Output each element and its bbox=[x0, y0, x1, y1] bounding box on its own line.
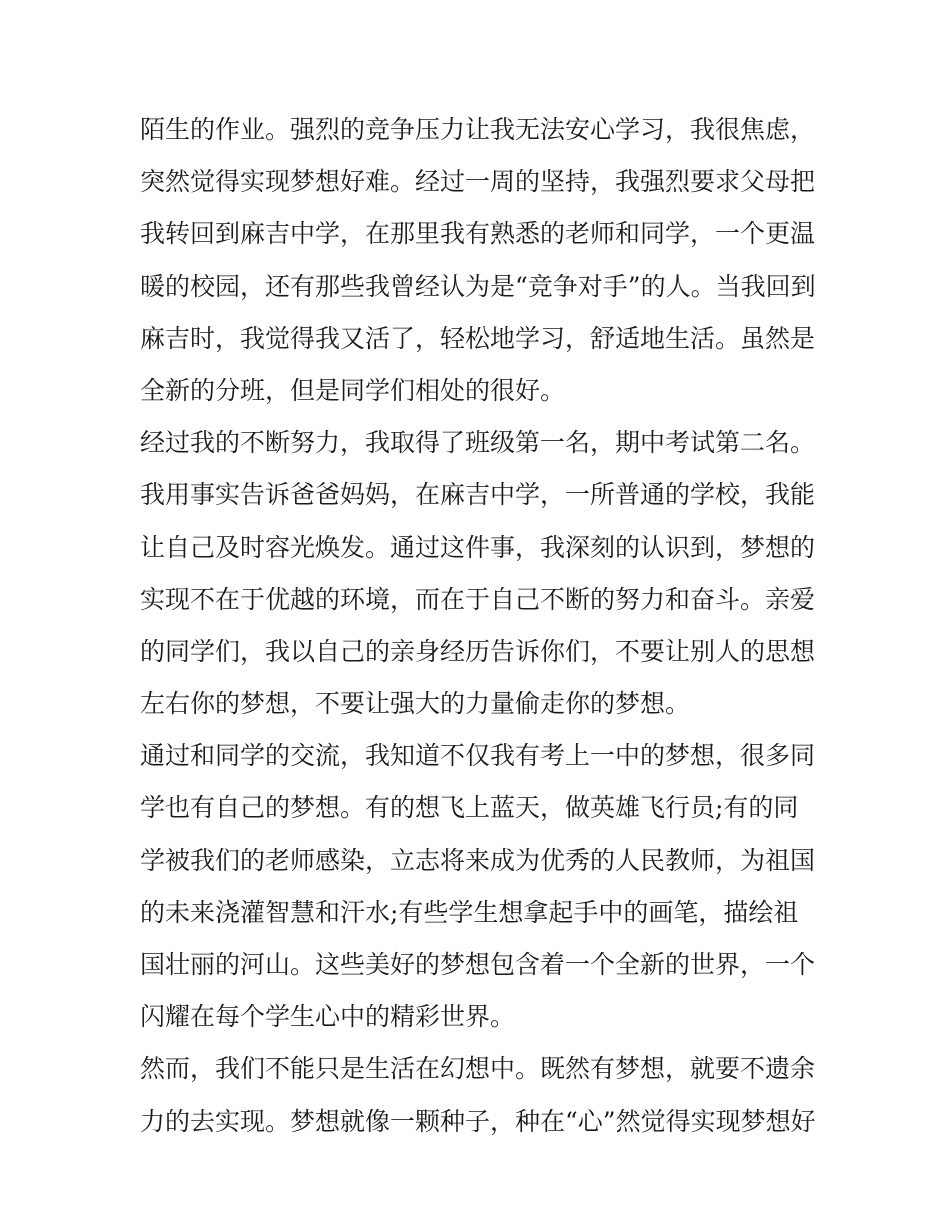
text-line: 左右你的梦想，不要让强大的力量偷走你的梦想。 bbox=[140, 689, 691, 719]
text-line: 通过和同学的交流，我知道不仅我有考上一中的梦想，很多同 bbox=[140, 741, 816, 771]
text-line: 的未来浇灌智慧和汗水;有些学生想拿起手中的画笔，描绘祖 bbox=[140, 897, 799, 927]
text-line: 全新的分班，但是同学们相处的很好。 bbox=[140, 375, 566, 405]
text-line: 陌生的作业。强烈的竞争压力让我无法安心学习，我很焦虑， bbox=[140, 115, 816, 144]
body-text bbox=[140, 104, 820, 1148]
text-line: 国壮丽的河山。这些美好的梦想包含着一个全新的世界，一个 bbox=[140, 950, 816, 979]
text-line: 经过我的不断努力，我取得了班级第一名，期中考试第二名。 bbox=[140, 428, 816, 458]
text-line: 实现不在于优越的环境，而在于自己不断的努力和奋斗。亲爱 bbox=[140, 584, 816, 614]
text-line: 我用事实告诉爸爸妈妈，在麻吉中学，一所普通的学校，我能 bbox=[140, 480, 816, 510]
text-line: 学也有自己的梦想。有的想飞上蓝天，做英雄飞行员;有的同 bbox=[140, 793, 799, 823]
text-line: 我转回到麻吉中学，在那里我有熟悉的老师和同学，一个更温 bbox=[140, 219, 816, 249]
text-line: 力的去实现。梦想就像一颗种子，种在“心”然觉得实现梦想好 bbox=[140, 1106, 816, 1136]
text-line: 然而，我们不能只是生活在幻想中。既然有梦想，就要不遗余 bbox=[140, 1054, 816, 1084]
text-line: 闪耀在每个学生心中的精彩世界。 bbox=[140, 1002, 516, 1032]
text-line: 学被我们的老师感染，立志将来成为优秀的人民教师，为祖国 bbox=[140, 845, 816, 875]
text-line: 突然觉得实现梦想好难。经过一周的坚持，我强烈要求父母把 bbox=[140, 167, 816, 197]
text-line: 让自己及时容光焕发。通过这件事，我深刻的认识到，梦想的 bbox=[140, 532, 816, 562]
text-line: 暖的校园，还有那些我曾经认为是“竞争对手”的人。当我回到 bbox=[140, 271, 816, 301]
text-line: 麻吉时，我觉得我又活了，轻松地学习，舒适地生活。虽然是 bbox=[140, 323, 816, 353]
text-line: 的同学们，我以自己的亲身经历告诉你们，不要让别人的思想 bbox=[140, 636, 816, 666]
